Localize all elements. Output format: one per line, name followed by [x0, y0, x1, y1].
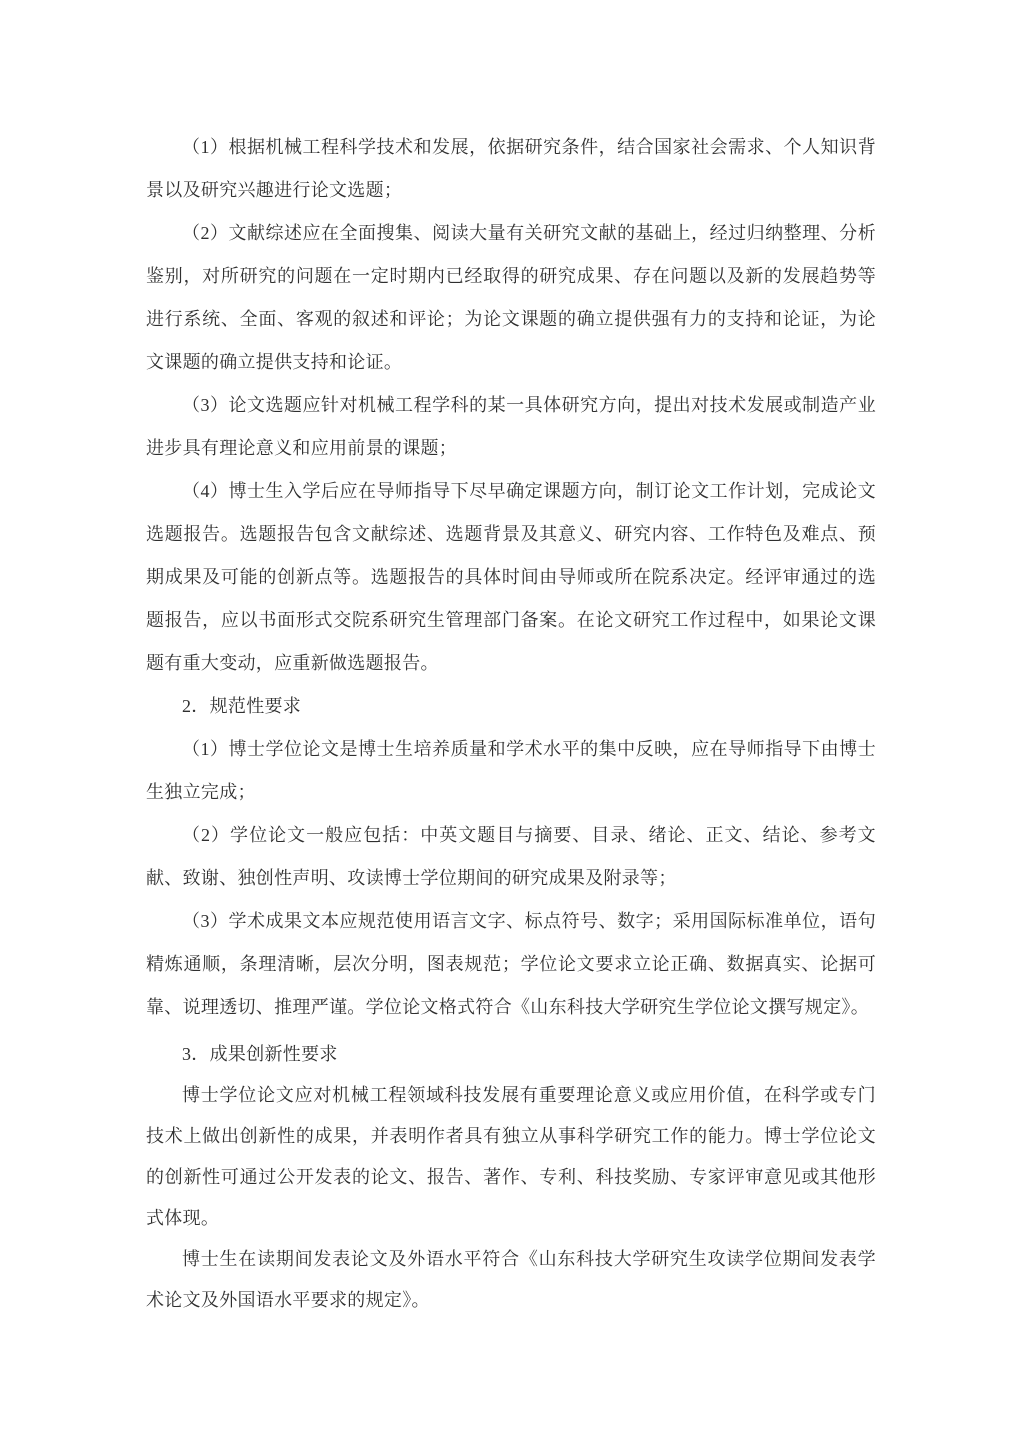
section-normative-requirements [146, 685, 876, 1029]
paragraph-topic-item-2: （2）文献综述应在全面搜集、阅读大量有关研究文献的基础上，经过归纳整理、分析鉴别，对所研究的问题在一定时期内已经取得的研究成果、存在问题以及新的发展趋势等进行系统、全面、客观的叙述和评论；为论文课题的确立提供强有力的支持和论证，为论文课题的确立提供支持和论证。 [146, 223, 876, 372]
paragraph-topic-item-1: （1）根据机械工程科学技术和发展，依据研究条件，结合国家社会需求、个人知识背景以及研究兴趣进行论文选题； [146, 137, 876, 200]
paragraph-normative-item-2: （2）学位论文一般应包括：中英文题目与摘要、目录、绪论、正文、结论、参考文献、致谢、独创性声明、攻读博士学位期间的研究成果及附录等； [146, 825, 876, 888]
paragraph-normative-item-3: （3）学术成果文本应规范使用语言文字、标点符号、数字；采用国际标准单位，语句精炼通顺，条理清晰，层次分明，图表规范；学位论文要求立论正确、数据真实、论据可靠、说理透切、推理严谨。学位论文格式符合《山东科技大学研究生学位论文撰写规定》。 [146, 911, 876, 1017]
paragraph-topic-item-4: （4）博士生入学后应在导师指导下尽早确定课题方向，制订论文工作计划，完成论文选题报告。选题报告包含文献综述、选题背景及其意义、研究内容、工作特色及难点、预期成果及可能的创新点等。选题报告的具体时间由导师或所在院系决定。经评审通过的选题报告，应以书面形式交院系研究生管理部门备案。在论文研究工作过程中，如果论文课题有重大变动，应重新做选题报告。 [146, 481, 876, 673]
paragraph-innovation-body: 博士学位论文应对机械工程领域科技发展有重要理论意义或应用价值，在科学或专门技术上做出创新性的成果，并表明作者具有独立从事科学研究工作的能力。博士学位论文的创新性可通过公开发表的论文、报告、著作、专利、科技奖励、专家评审意见或其他形式体现。 [146, 1085, 876, 1228]
section-innovation-requirements [146, 1034, 876, 1321]
section-2-heading: 2．规范性要求 [182, 696, 302, 716]
section-thesis-topic-requirements [146, 126, 876, 685]
paragraph-publication-requirement: 博士生在读期间发表论文及外语水平符合《山东科技大学研究生攻读学位期间发表学术论文及外国语水平要求的规定》。 [146, 1249, 876, 1310]
paragraph-topic-item-3: （3）论文选题应针对机械工程学科的某一具体研究方向，提出对技术发展或制造产业进步具有理论意义和应用前景的课题； [146, 395, 876, 458]
paragraph-normative-item-1: （1）博士学位论文是博士生培养质量和学术水平的集中反映，应在导师指导下由博士生独立完成； [146, 739, 876, 802]
section-3-heading: 3．成果创新性要求 [182, 1044, 338, 1064]
